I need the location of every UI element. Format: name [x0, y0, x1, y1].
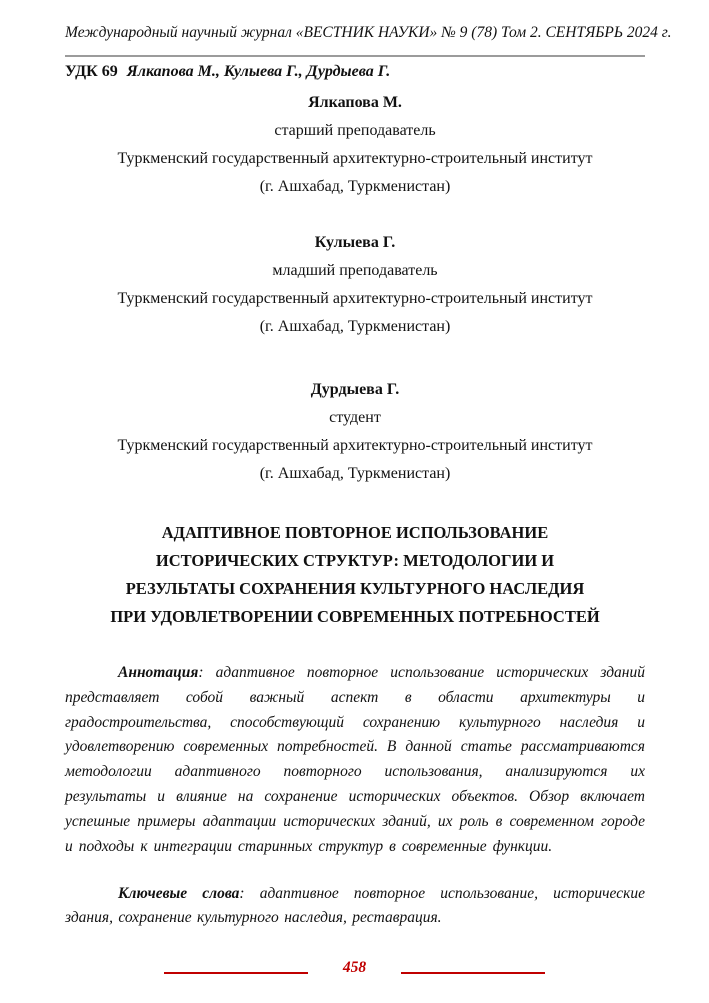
keywords-label: Ключевые слова: [118, 885, 240, 903]
footer-rule-right: [401, 972, 545, 974]
article-title: [65, 519, 645, 631]
udc-label: УДК 69: [65, 63, 118, 80]
author-block: [65, 89, 645, 201]
author-name: Ялкапова М.: [308, 94, 402, 111]
title-line: ИСТОРИЧЕСКИХ СТРУКТУР: МЕТОДОЛОГИИ И: [155, 551, 555, 570]
author-affiliation: Туркменский государственный архитектурно-строительный институт: [117, 150, 593, 167]
author-role: младший преподаватель: [272, 262, 438, 279]
journal-running-head: Международный научный журнал «ВЕСТНИК НАУКИ» № 9 (78) Том 2. СЕНТЯБРЬ 2024 г.: [65, 24, 672, 41]
title-line: ПРИ УДОВЛЕТВОРЕНИИ СОВРЕМЕННЫХ ПОТРЕБНОСТЕЙ: [110, 607, 600, 626]
abstract-paragraph: [65, 661, 645, 859]
author-location: (г. Ашхабад, Туркменистан): [259, 465, 451, 482]
keywords-text: : адаптивное повторное использование, исторические здания, сохранение культурного наследия, реставрация.: [65, 885, 645, 927]
udc-line: [65, 62, 645, 82]
author-location: (г. Ашхабад, Туркменистан): [259, 178, 451, 195]
author-location: (г. Ашхабад, Туркменистан): [259, 318, 451, 335]
abstract-label: Аннотация: [118, 664, 199, 681]
udc-authors: Ялкапова М., Кулыева Г., Дурдыева Г.: [126, 63, 391, 80]
header-rule: [65, 55, 645, 57]
footer-rule-left: [164, 972, 308, 974]
abstract-text: : адаптивное повторное использование исторических зданий представляет собой важный аспект в области архитектуры и градостроительства, способствующий сохранению культурного наследия и удовлетворению современных потребностей. В данной статье рассматриваются методологии адаптивного повторного использования, анализируются их результаты и влияние на сохранение исторических объектов. Обзор включает успешные примеры адаптации исторических зданий, их роль в современном городе и подходы к интеграции старинных структур в современные функции.: [65, 664, 645, 855]
authors-section: [65, 89, 645, 488]
title-line: РЕЗУЛЬТАТЫ СОХРАНЕНИЯ КУЛЬТУРНОГО НАСЛЕДИЯ: [125, 579, 585, 598]
author-affiliation: Туркменский государственный архитектурно-строительный институт: [117, 290, 593, 307]
author-role: старший преподаватель: [274, 122, 436, 139]
author-role: студент: [329, 409, 381, 426]
page-footer: [0, 959, 709, 977]
title-line: АДАПТИВНОЕ ПОВТОРНОЕ ИСПОЛЬЗОВАНИЕ: [161, 523, 549, 542]
author-name: Дурдыева Г.: [310, 381, 400, 398]
keywords-paragraph: [65, 882, 645, 930]
page-number: 458: [342, 959, 367, 976]
author-name: Кулыева Г.: [314, 234, 396, 251]
author-affiliation: Туркменский государственный архитектурно-строительный институт: [117, 437, 593, 454]
author-block: [65, 376, 645, 488]
author-block: [65, 229, 645, 341]
